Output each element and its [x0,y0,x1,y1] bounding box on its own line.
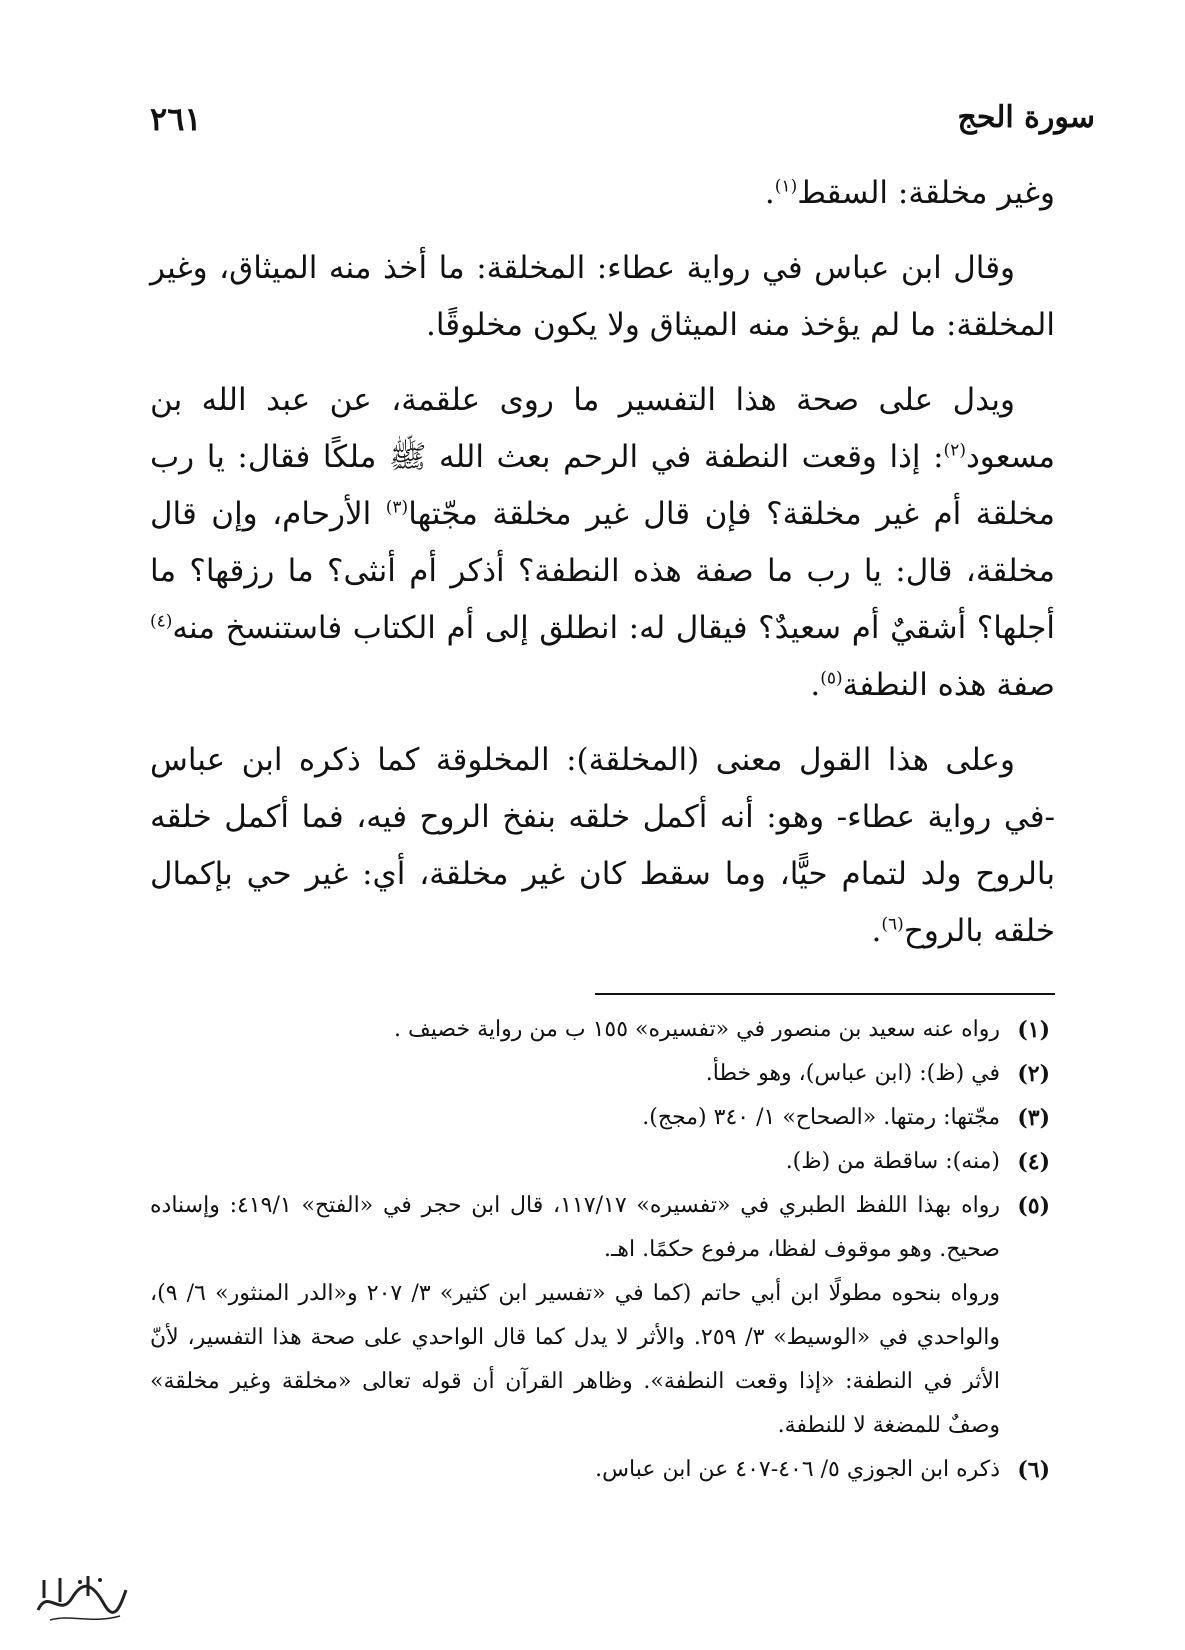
publisher-logo-icon [30,1568,130,1628]
paragraph-2-text: وقال ابن عباس في رواية عطاء: المخلقة: ما أخذ منه الميثاق، وغير المخلقة: ما لم يؤخذ منه الميثاق ولا يكون مخلوقًا. [150,250,1055,343]
footnote-number: (٥) [1017,1193,1050,1219]
paragraph-1 [150,165,1055,222]
footnote-6 [150,1448,1050,1492]
footnote-text-continued: ورواه بنحوه مطولًا ابن أبي حاتم (كما في «تفسير ابن كثير» ٣/ ٢٠٧ و«الدر المنثور» ٦/ ٩)، والواحدي في «الوسيط» ٣/ ٢٥٩. والأثر لا يدل كما قال الواحدي على صحة هذا التفسير، لأنّ الأثر في النطفة: «إذا وقعت النطفة». وظاهر القرآن أن قوله تعالى «مخلقة وغير مخلقة» وصفٌ للمضغة لا للنطفة. [150,1281,1001,1438]
footnote-1 [150,1008,1050,1052]
footnote-text: مجّتها: رمتها. «الصحاح» ١/ ٣٤٠ (مجج). [642,1105,1000,1130]
footnote-number: (١) [1017,1017,1050,1043]
paragraph-4-end: . [871,913,882,949]
footnote-number: (٢) [1017,1061,1050,1087]
paragraph-3-part-a: ويدل على صحة هذا التفسير ما روى علقمة، عن عبد الله بن مسعود [150,382,1055,475]
footnote-ref-2: (٢) [943,440,966,461]
footnote-text: رواه عنه سعيد بن منصور في «تفسيره» ١٥٥ ب من رواية خصيف . [394,1017,1000,1042]
footnote-2 [150,1052,1050,1096]
paragraph-4-text: وعلى هذا القول معنى (المخلقة): المخلوقة كما ذكره ابن عباس -في رواية عطاء- وهو: أنه أكمل خلقه بنفخ الروح فيه، فما أكمل خلقه بالروح ولد لتمام حيًّا، وما سقط كان غير مخلقة، أي: غير حي بإكمال خلقه بالروح [150,742,1055,949]
footnote-text: (منه): ساقطة من (ظ). [785,1149,1000,1174]
page-number: ٢٦١ [150,100,202,138]
footnotes [150,1008,1050,1492]
paragraph-1-text: وغير مخلقة: السقط [797,175,1055,211]
paragraph-3 [150,372,1055,714]
paragraph-3-part-c: الأرحام، وإن قال مخلقة، قال: يا رب ما صفة هذه النطفة؟ أذكر أم أنثى؟ ما رزقها؟ ما أجلها؟ أشقيٌ أم سعيدٌ؟ فيقال له: انطلق إلى أم الكتاب فاستنسخ منه [150,496,1055,646]
paragraph-3-end: . [810,667,821,703]
footnote-text: في (ظ): (ابن عباس)، وهو خطأ. [705,1061,1000,1086]
paragraph-4 [150,732,1055,960]
page-header [150,100,1095,150]
paragraph-3-part-d: صفة هذه النطفة [842,667,1055,703]
footnote-ref-3: (٣) [385,497,409,518]
surah-title: سورة الحج [957,100,1095,135]
footnote-ref-5: (٥) [820,668,843,689]
footnote-number: (٤) [1017,1149,1050,1175]
footnote-3 [150,1096,1050,1140]
footnote-number: (٣) [1017,1105,1050,1131]
footnote-5 [150,1184,1050,1448]
footnote-text: رواه بهذا اللفظ الطبري في «تفسيره» ١١٧/١٧، قال ابن حجر في «الفتح» ٤١٩/١: وإسناده صحيح. وهو موقوف لفظا، مرفوع حكمًا. اهـ. [150,1193,1001,1262]
footnote-number: (٦) [1017,1457,1050,1483]
main-text [150,165,1055,978]
paragraph-1-end: . [764,175,775,211]
footnote-text: ذكره ابن الجوزي ٥/ ٤٠٦-٤٠٧ عن ابن عباس. [595,1457,1000,1482]
footnote-ref-4: (٤) [150,611,173,632]
paragraph-3-part-b: : إذا وقعت النطفة في الرحم بعث الله ﷺ ملكًا فقال: يا رب مخلقة أم غير مخلقة؟ فإن قال غير مخلقة مجّتها [150,439,1055,532]
paragraph-2 [150,240,1055,354]
footnote-4 [150,1140,1050,1184]
footnote-ref-1: (١) [774,176,798,197]
footnote-ref-6: (٦) [881,914,904,935]
footnote-divider [595,993,1055,995]
